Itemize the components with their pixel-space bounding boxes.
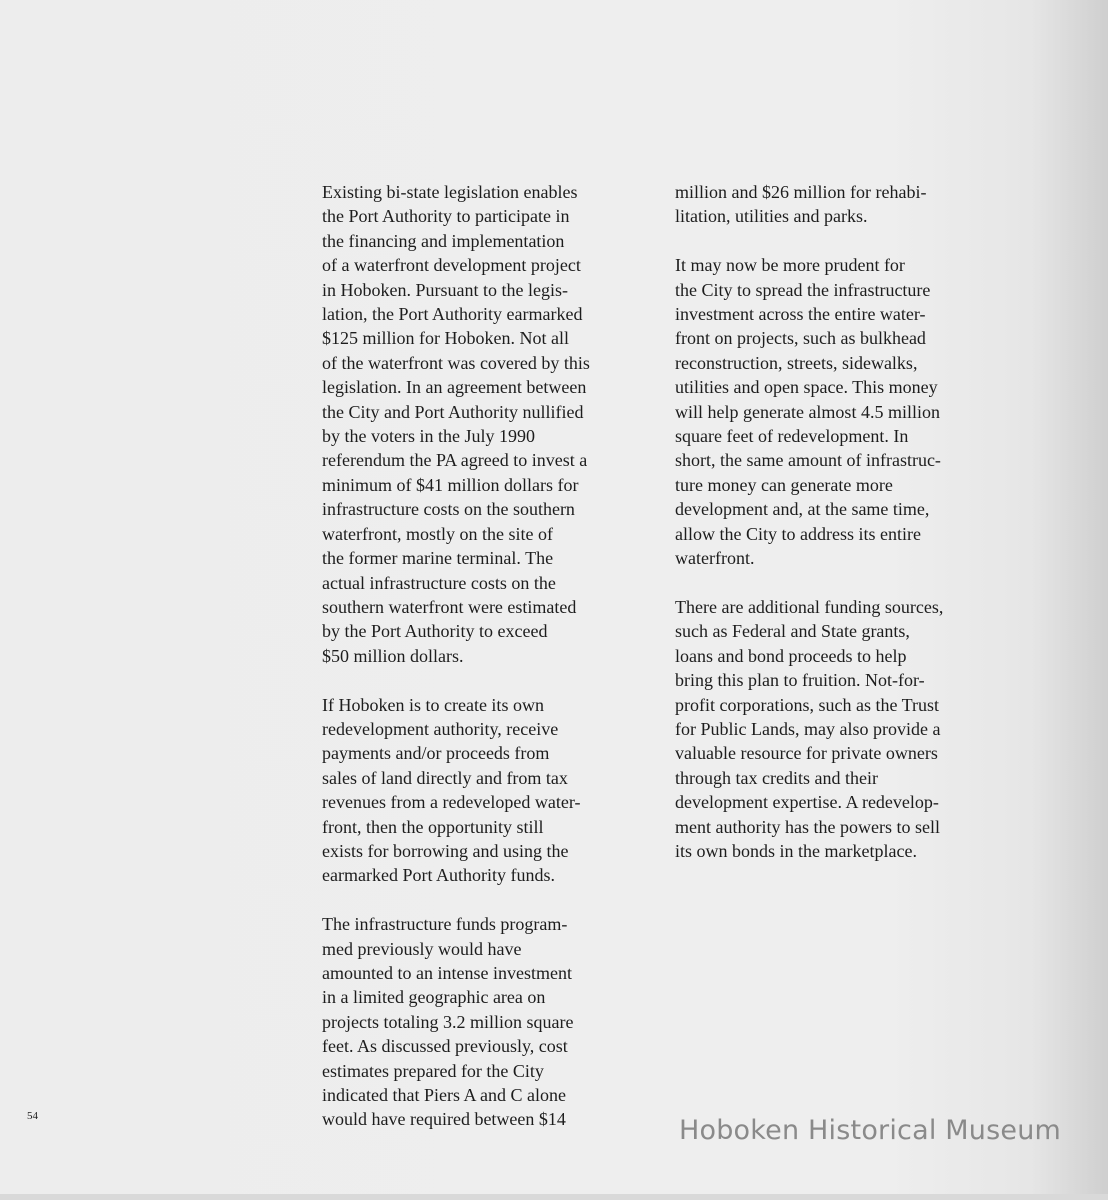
text-line: loans and bond proceeds to help: [675, 645, 907, 666]
text-line: allow the City to address its entire: [675, 523, 921, 544]
text-line: ment authority has the powers to sell: [675, 816, 940, 837]
text-line: such as Federal and State grants,: [675, 621, 910, 642]
text-line: bring this plan to fruition. Not-for-: [675, 670, 925, 691]
text-line: referendum the PA agreed to invest a: [322, 450, 588, 471]
left-column-paragraph: [322, 180, 590, 668]
text-line: the financing and implementation: [322, 230, 565, 251]
text-line: exists for borrowing and using the: [322, 840, 569, 861]
text-line: investment across the entire water-: [675, 304, 926, 325]
text-line: of a waterfront development project: [322, 255, 581, 276]
text-line: legislation. In an agreement between: [322, 377, 587, 398]
text-line: development and, at the same time,: [675, 499, 930, 520]
text-line: actual infrastructure costs on the: [322, 572, 556, 593]
text-line: development expertise. A redevelop-: [675, 792, 939, 813]
right-column-paragraph: [675, 595, 943, 863]
text-line: by the Port Authority to exceed: [322, 621, 548, 642]
right-column: [675, 180, 943, 888]
text-line: infrastructure costs on the southern: [322, 499, 575, 520]
text-line: earmarked Port Authority funds.: [322, 865, 555, 886]
text-line: million and $26 million for rehabi-: [675, 182, 927, 202]
text-line: profit corporations, such as the Trust: [675, 694, 939, 715]
text-line: in Hoboken. Pursuant to the legis-: [322, 279, 568, 300]
text-line: the former marine terminal. The: [322, 548, 554, 569]
text-line: will help generate almost 4.5 million: [675, 401, 940, 422]
museum-watermark: Hoboken Historical Museum: [679, 1115, 1062, 1146]
text-line: There are additional funding sources,: [675, 596, 944, 617]
text-line: of the waterfront was covered by this: [322, 352, 590, 373]
text-line: reconstruction, streets, sidewalks,: [675, 352, 918, 373]
text-line: waterfront, mostly on the site of: [322, 523, 553, 544]
text-line: front, then the opportunity still: [322, 816, 544, 837]
text-line: $125 million for Hoboken. Not all: [322, 328, 569, 349]
text-line: The infrastructure funds program-: [322, 914, 568, 935]
text-line: revenues from a redeveloped water-: [322, 792, 581, 813]
left-column: [322, 180, 590, 1156]
text-line: litation, utilities and parks.: [675, 206, 868, 227]
text-line: front on projects, such as bulkhead: [675, 328, 926, 349]
text-line: by the voters in the July 1990: [322, 426, 535, 447]
text-line: southern waterfront were estimated: [322, 596, 577, 617]
text-line: feet. As discussed previously, cost: [322, 1036, 568, 1057]
text-line: redevelopment authority, receive: [322, 718, 559, 739]
text-line: med previously would have: [322, 938, 522, 959]
text-line: the City and Port Authority nullified: [322, 401, 584, 422]
text-line: the Port Authority to participate in: [322, 206, 570, 227]
text-line: through tax credits and their: [675, 767, 878, 788]
text-line: waterfront.: [675, 548, 755, 569]
page-number: 54: [27, 1110, 38, 1122]
text-line: would have required between $14: [322, 1109, 566, 1130]
text-line: projects totaling 3.2 million square: [322, 1011, 574, 1032]
page-bottom-edge: [0, 1194, 1108, 1200]
text-line: short, the same amount of infrastruc-: [675, 450, 941, 471]
text-line: minimum of $41 million dollars for: [322, 474, 579, 495]
text-line: its own bonds in the marketplace.: [675, 840, 917, 861]
text-line: payments and/or proceeds from: [322, 743, 550, 764]
text-line: It may now be more prudent for: [675, 255, 905, 276]
text-line: for Public Lands, may also provide a: [675, 718, 941, 739]
text-line: utilities and open space. This money: [675, 377, 938, 398]
text-line: indicated that Piers A and C alone: [322, 1085, 566, 1105]
right-column-paragraph: [675, 253, 943, 570]
text-line: lation, the Port Authority earmarked: [322, 304, 583, 325]
text-line: $50 million dollars.: [322, 645, 464, 666]
text-line: ture money can generate more: [675, 474, 893, 495]
right-column-paragraph: [675, 180, 943, 229]
text-line: Existing bi-state legislation enables: [322, 182, 578, 202]
text-line: If Hoboken is to create its own: [322, 694, 544, 715]
text-line: amounted to an intense investment: [322, 962, 572, 983]
text-line: sales of land directly and from tax: [322, 767, 568, 788]
text-line: in a limited geographic area on: [322, 987, 546, 1008]
text-line: estimates prepared for the City: [322, 1060, 544, 1081]
left-column-paragraph: [322, 693, 590, 888]
text-line: the City to spread the infrastructure: [675, 279, 931, 300]
text-line: square feet of redevelopment. In: [675, 426, 909, 447]
left-column-paragraph: [322, 912, 590, 1132]
text-line: valuable resource for private owners: [675, 743, 938, 764]
